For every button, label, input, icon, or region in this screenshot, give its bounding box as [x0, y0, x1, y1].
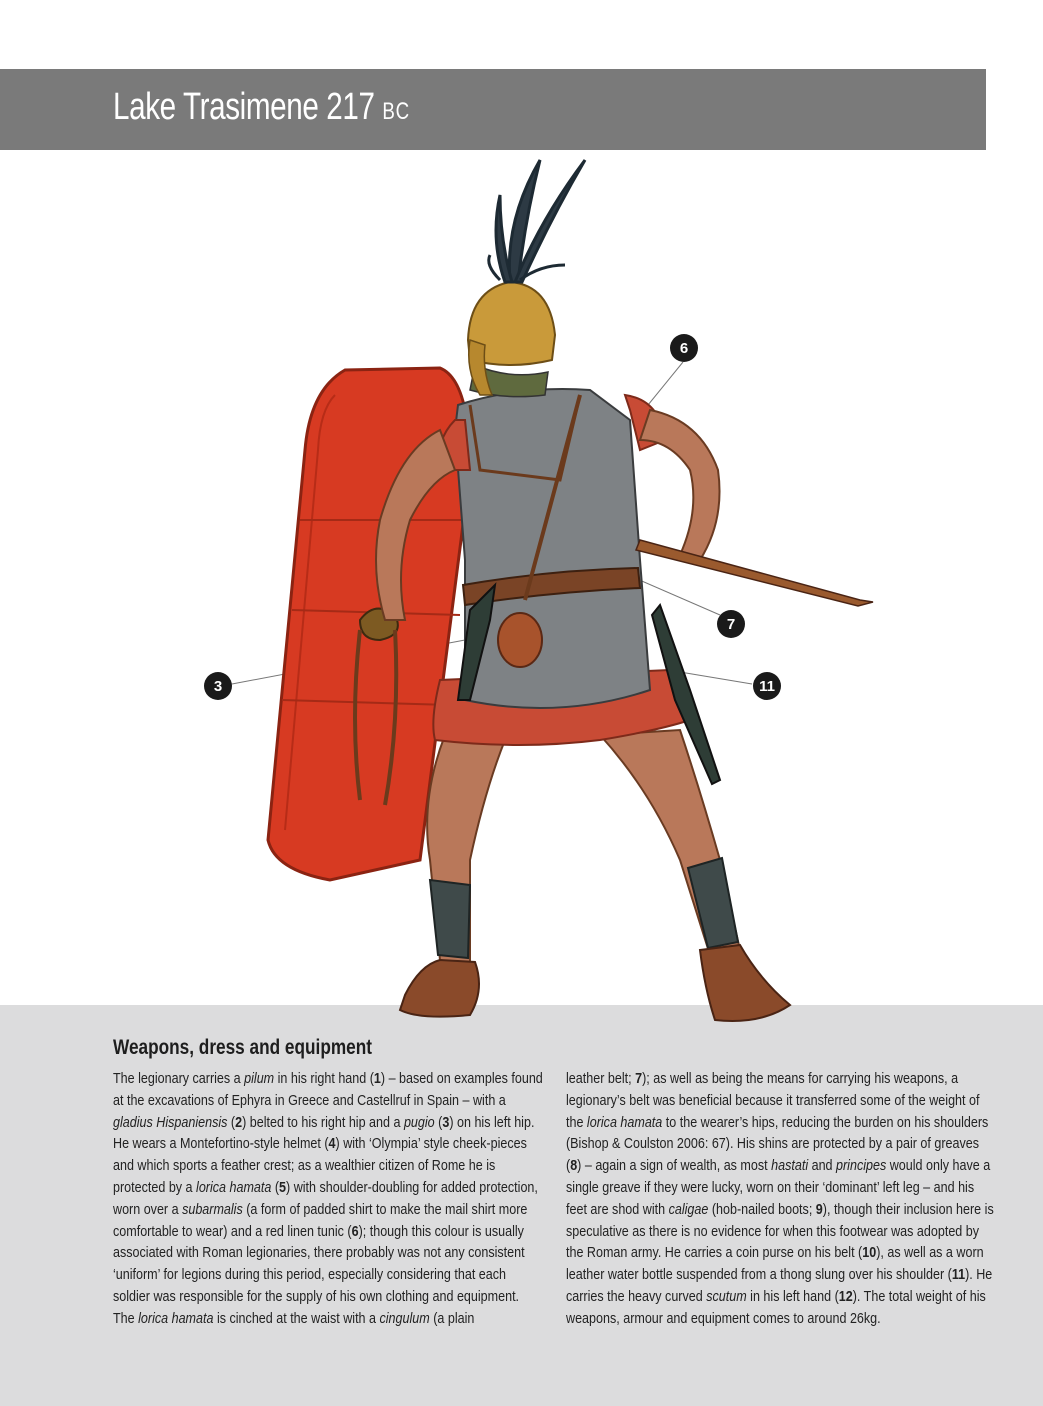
callout-ref: 6 — [351, 1223, 359, 1240]
text-run: ( — [434, 1114, 443, 1131]
text-run: ) with shoulder-doubling for added protection, worn over a — [113, 1179, 538, 1218]
text-run: (a plain — [429, 1310, 475, 1327]
text-run: ); as well as being the means for carrying his weapons, a legionary’s belt was beneficial because it transferred some of the weight of the — [566, 1071, 980, 1131]
italic-term: scutum — [706, 1288, 747, 1305]
text-run: ) – based on examples found at the excavations of Ephyra in Greece and Castellruf in Spain – with a — [113, 1071, 543, 1109]
callout-ref: 11 — [951, 1267, 966, 1284]
pilum — [636, 540, 873, 606]
text-run: ( — [227, 1114, 236, 1131]
column-2-paragraph — [566, 1069, 998, 1331]
italic-term: cingulum — [379, 1310, 430, 1327]
page-title — [113, 86, 410, 129]
italic-term: gladius Hispaniensis — [113, 1114, 228, 1131]
callout-3: 3 — [204, 672, 232, 700]
callout-ref: 2 — [235, 1114, 243, 1131]
right-arm — [640, 410, 720, 560]
italic-term: lorica hamata — [586, 1114, 663, 1131]
text-run: to the wearer’s hips, reducing the burden on his shoulders (Bishop & Coulston 2006: 67). His shins are protected by a pair of greaves ( — [566, 1114, 989, 1175]
callout-ref: 10 — [862, 1245, 877, 1262]
text-run: ) with ‘Olympia’ style cheek-pieces and which sports a feather crest; as a wealthier citizen of Rome he is protected by a — [113, 1136, 527, 1196]
callout-ref: 5 — [279, 1179, 287, 1196]
text-run: ) – again a sign of wealth, as most — [577, 1158, 772, 1175]
callout-ref: 7 — [635, 1071, 643, 1087]
body-text-column-1 — [113, 1069, 543, 1331]
text-run: in his left hand ( — [746, 1288, 839, 1305]
text-run: The legionary carries a — [113, 1071, 245, 1087]
text-run: ). He carries the heavy curved — [566, 1267, 993, 1305]
callout-ref: 12 — [838, 1288, 853, 1305]
callout-7: 7 — [717, 610, 745, 638]
italic-term: hastati — [771, 1158, 809, 1175]
text-run: ), though their inclusion here is speculative as there is no evidence for when this footwear was adopted by the Roman army. He carries a coin purse on his belt ( — [566, 1201, 994, 1262]
text-run: is cinched at the waist with a — [213, 1310, 380, 1327]
callout-ref: 4 — [328, 1136, 336, 1153]
body-text-column-2 — [566, 1069, 998, 1331]
callout-11: 11 — [753, 672, 781, 700]
callout-ref: 1 — [373, 1071, 381, 1087]
text-run: (a form of padded shirt to make the mail shirt more comfortable to wear) and a red linen tunic ( — [113, 1201, 528, 1240]
text-run: leather belt; — [566, 1071, 636, 1087]
legionary-illustration — [0, 150, 1043, 1030]
italic-term: subarmalis — [182, 1201, 243, 1218]
text-run: ), as well as a worn leather water bottle suspended from a thong slung over his shoulder ( — [566, 1245, 984, 1284]
italic-term: caligae — [668, 1201, 709, 1218]
feather-crest — [489, 160, 585, 282]
italic-term: principes — [836, 1158, 887, 1175]
text-run: in his right hand ( — [274, 1071, 374, 1087]
callout-ref: 3 — [442, 1114, 450, 1131]
callout-ref: 8 — [570, 1158, 578, 1175]
italic-term: lorica hamata — [196, 1179, 272, 1196]
title-era: BC — [382, 98, 410, 125]
callout-ref: 9 — [815, 1201, 823, 1218]
text-run: ) belted to his right hip and a — [242, 1114, 404, 1131]
text-run: (hob-nailed boots; — [708, 1201, 816, 1218]
text-run: would only have a single greave if they were lucky, worn on their ‘dominant’ left leg – and his feet are shod with — [566, 1158, 991, 1218]
italic-term: pugio — [403, 1114, 435, 1131]
text-run: ). The total weight of his weapons, armour and equipment comes to around 26kg. — [566, 1288, 986, 1327]
callout-6: 6 — [670, 334, 698, 362]
text-run: ) on his left hip. He wears a Montefortino-style helmet ( — [113, 1114, 535, 1153]
text-run: and — [808, 1158, 837, 1175]
water-bottle — [498, 613, 542, 667]
text-run: ( — [271, 1179, 280, 1196]
legs — [400, 730, 790, 1021]
title-main: Lake Trasimene 217 — [113, 86, 375, 128]
column-1-paragraph — [113, 1069, 543, 1331]
section-heading: Weapons, dress and equipment — [113, 1036, 372, 1059]
italic-term: pilum — [244, 1071, 275, 1087]
italic-term: lorica hamata — [138, 1310, 214, 1327]
lorica-hamata — [455, 389, 650, 708]
text-run: ); though this colour is usually associated with Roman legionaries, there probably was not any consistent ‘uniform’ for legions during this period, especially considering that each soldier was responsible for the supply of his own clothing and equipment. The — [113, 1223, 525, 1327]
